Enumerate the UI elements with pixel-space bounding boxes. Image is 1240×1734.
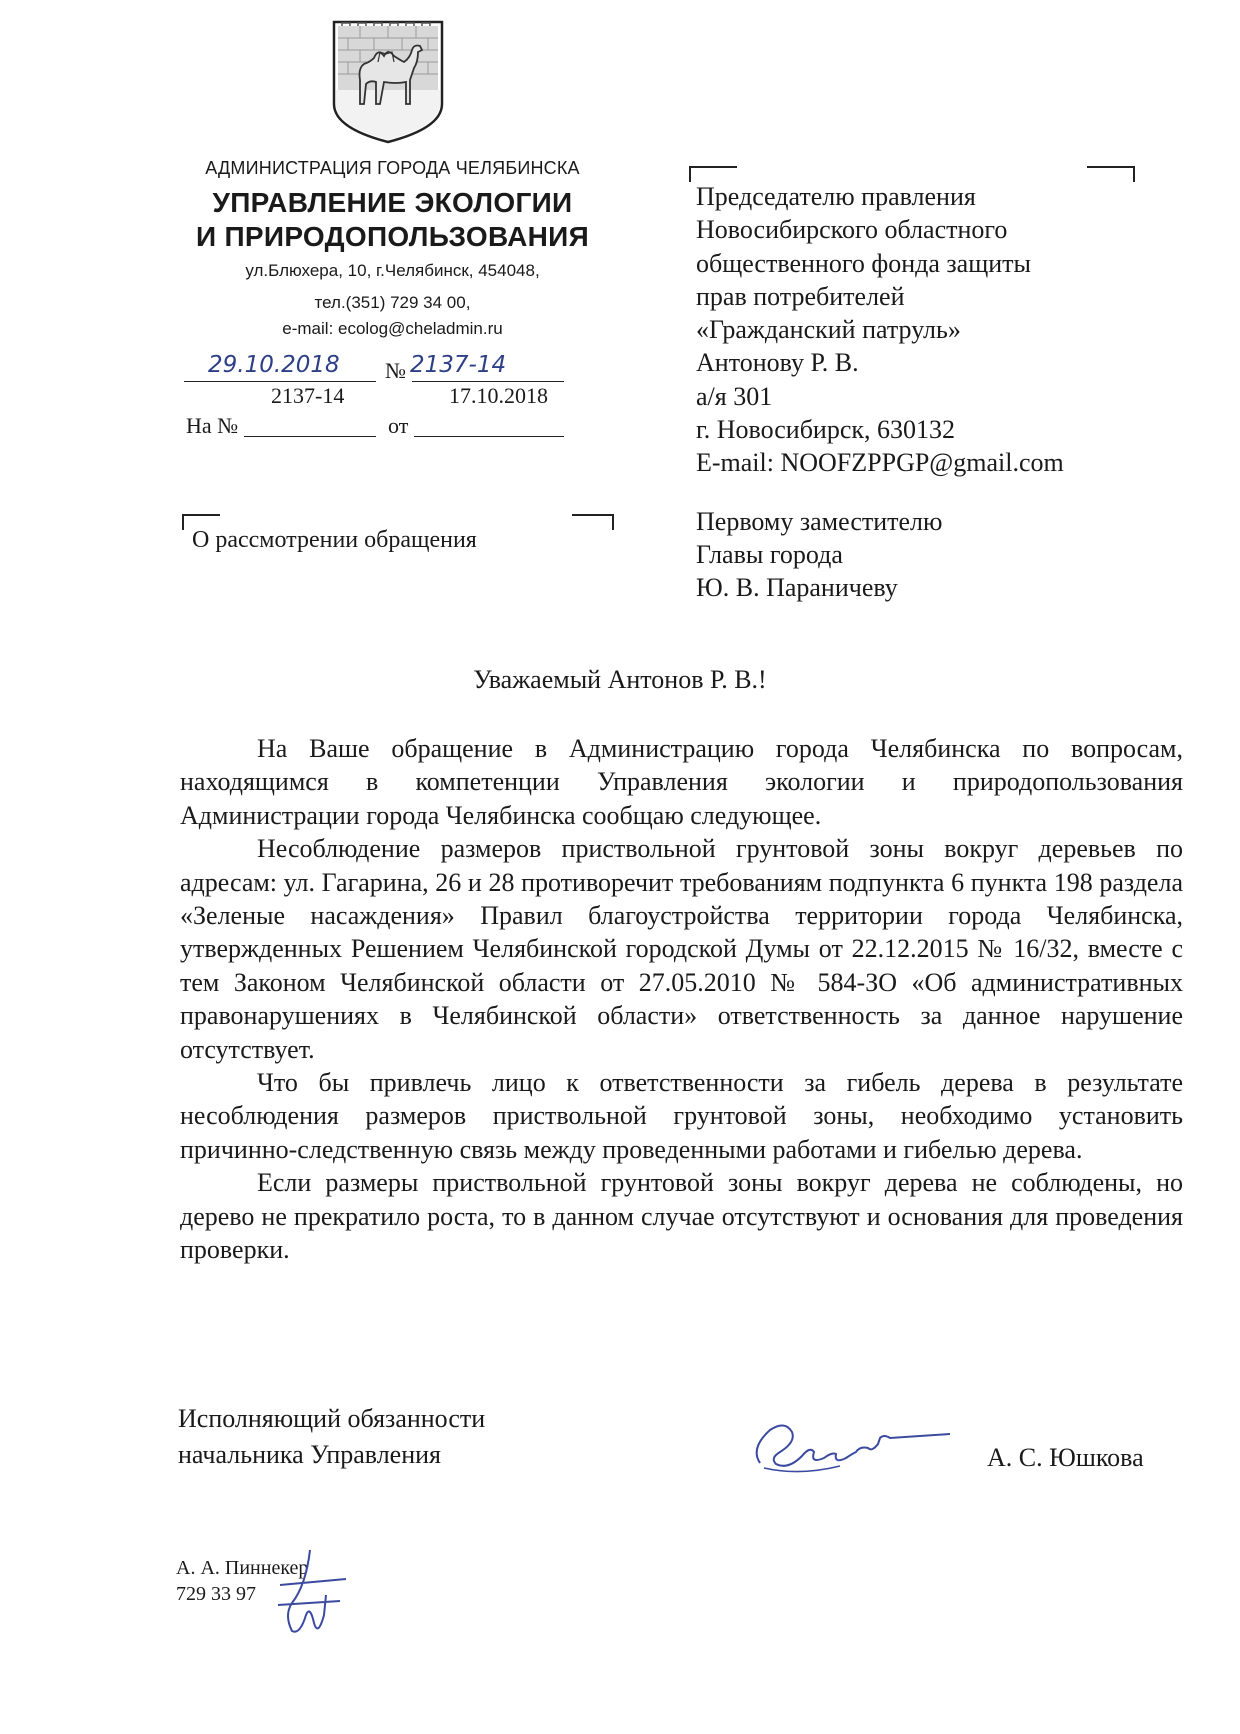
department-name-line2: И ПРИРОДОПОЛЬЗОВАНИЯ — [195, 221, 590, 252]
signatory-name: А. С. Юшкова — [987, 1443, 1144, 1472]
copy-addressee-block — [696, 505, 942, 604]
from-label: от — [388, 413, 409, 438]
administration-name: АДМИНИСТРАЦИЯ ГОРОДА ЧЕЛЯБИНСКА — [205, 158, 580, 178]
addressee-line: прав потребителей — [696, 281, 905, 311]
body-paragraph: Несоблюдение размеров приствольной грунтовой зоны вокруг деревьев по адресам: ул. Гагарина, 26 и 28 противоречит требованиям подпункта 6 пункта 198 раздела «Зеленые насаждения» Правил благоустройства территории города Челябинска, утвержденных Решением Челябинской городской Думы от 22.12.2015 № 16/32, вместе с тем Законом Челябинской области от 27.05.2010 № 584-ЗО «Об административных правонарушениях в Челябинской области» ответственность за данное нарушение отсутствует. — [180, 834, 1183, 1064]
letter-body — [180, 732, 1183, 1267]
sender-address: ул.Блюхера, 10, г.Челябинск, 454048, — [245, 261, 540, 280]
addressee-line: Председателю правления — [696, 182, 976, 211]
handwritten-signature-icon — [740, 1408, 950, 1488]
printed-date: 17.10.2018 — [449, 383, 548, 408]
sender-email: e-mail: ecolog@cheladmin.ru — [282, 319, 503, 338]
addressee-block — [696, 180, 1064, 480]
copy-addressee-line: Первому заместителю — [696, 507, 943, 536]
addressee-line: Антонову Р. В. — [696, 348, 859, 378]
handwritten-initial-icon — [270, 1545, 350, 1640]
printed-number: 2137-14 — [271, 383, 345, 408]
body-paragraph: На Ваше обращение в Администрацию города Челябинска по вопросам, находящимся в компетенции Управления экологии и природопользования Администрации города Челябинска сообщаю следующее. — [180, 734, 1183, 830]
subject-corner-right — [572, 514, 614, 530]
chelyabinsk-coat-of-arms-icon — [330, 18, 446, 144]
copy-addressee-line: Ю. В. Параничеву — [696, 573, 898, 602]
copy-addressee-line: Главы города — [696, 540, 843, 569]
position-line: начальника Управления — [178, 1440, 442, 1469]
number-label: № — [385, 358, 406, 383]
body-paragraph: Если размеры приствольной грунтовой зоны вокруг дерева не соблюдены, но дерево не прекратило роста, то в данном случае отсутствуют и основания для проведения проверки. — [180, 1168, 1183, 1265]
sender-block — [150, 156, 635, 342]
addressee-corner-right — [1087, 166, 1135, 182]
salutation: Уважаемый Антонов Р. В.! — [473, 665, 767, 694]
addressee-email: E-mail: NOOFZPPGP@gmail.com — [696, 448, 1064, 478]
from-line — [414, 436, 564, 437]
addressee-line: общественного фонда защиты — [696, 248, 1031, 278]
addressee-line: а/я 301 — [696, 381, 773, 411]
handwritten-date: 29.10.2018 — [208, 352, 340, 378]
department-name-line1: УПРАВЛЕНИЕ ЭКОЛОГИИ — [212, 187, 573, 218]
addressee-line: «Гражданский патруль» — [696, 315, 961, 345]
sender-phone: тел.(351) 729 34 00, — [314, 293, 471, 312]
body-paragraph: Что бы привлечь лицо к ответственности за гибель дерева в результате несоблюдения размеров приствольной грунтовой зоны, необходимо установить причинно-следственную связь между проведенными работами и гибелью дерева. — [180, 1068, 1183, 1164]
signatory-position — [178, 1401, 485, 1473]
date-line — [184, 381, 376, 382]
addressee-line: Новосибирского областного — [696, 215, 1008, 245]
ref-label: На № — [186, 413, 239, 438]
letter-subject: О рассмотрении обращения — [192, 527, 477, 553]
executor-name: А. А. Пиннекер — [176, 1557, 309, 1579]
position-line: Исполняющий обязанности — [178, 1404, 486, 1433]
ref-line — [244, 436, 376, 437]
executor-phone: 729 33 97 — [176, 1583, 256, 1605]
addressee-line: г. Новосибирск, 630132 — [696, 415, 956, 445]
number-line — [412, 381, 564, 382]
handwritten-number: 2137-14 — [410, 352, 507, 378]
